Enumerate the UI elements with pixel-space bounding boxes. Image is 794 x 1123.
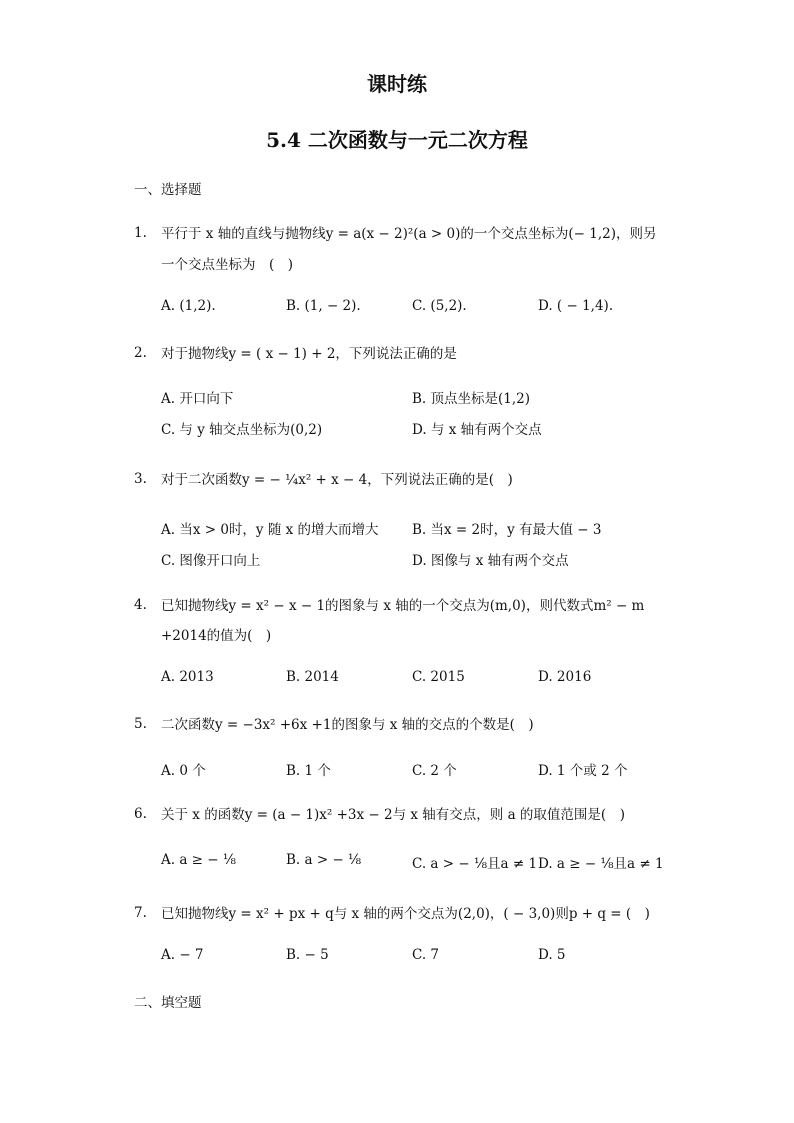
option-b: B. 顶点坐标是(1,2) bbox=[412, 391, 531, 407]
question-number: 6. bbox=[134, 806, 147, 822]
question-text: 对于抛物线y = ( x − 1) + 2，下列说法正确的是 bbox=[161, 346, 457, 362]
question-text: 关于 x 的函数y = (a − 1)x² +3x − 2与 x 轴有交点，则 a 的取值范围是( ) bbox=[161, 807, 625, 823]
question-text: 对于二次函数y = − ¼x² + x − 4，下列说法正确的是( ) bbox=[161, 472, 513, 488]
option-a: A. 0 个 bbox=[161, 763, 206, 779]
lesson-title: 5.4 二次函数与一元二次方程 bbox=[266, 128, 528, 152]
option-d: D. 图像与 x 轴有两个交点 bbox=[412, 553, 569, 569]
option-d: D. 1 个或 2 个 bbox=[538, 763, 628, 779]
option-b: B. (1, − 2). bbox=[286, 298, 361, 314]
option-d: D. 与 x 轴有两个交点 bbox=[412, 422, 542, 438]
option-a: A. a ≥ − ⅛ bbox=[161, 852, 236, 868]
option-a: A. 2013 bbox=[161, 669, 214, 685]
question-number: 5. bbox=[134, 716, 147, 732]
option-b: B. a > − ⅛ bbox=[286, 852, 362, 868]
option-a: A. (1,2). bbox=[161, 298, 216, 314]
option-a: A. 当x > 0时，y 随 x 的增大而增大 bbox=[161, 522, 379, 538]
question-number: 4. bbox=[134, 597, 147, 613]
section-heading-fill: 二、填空题 bbox=[134, 995, 202, 1011]
option-d: D. ( − 1,4). bbox=[538, 298, 614, 314]
question-number: 2. bbox=[134, 345, 147, 361]
option-b: B. 当x = 2时，y 有最大值 − 3 bbox=[412, 522, 602, 538]
question-number: 1. bbox=[134, 225, 147, 241]
question-text: 平行于 x 轴的直线与抛物线y = a(x − 2)²(a > 0)的一个交点坐标为(− 1,2)，则另 bbox=[161, 226, 657, 242]
option-c: C. 2 个 bbox=[412, 763, 457, 779]
question-text: +2014的值为( ) bbox=[161, 628, 272, 644]
question-text: 已知抛物线y = x² + px + q与 x 轴的两个交点为(2,0)，( − 3,0)则p + q = ( ) bbox=[161, 906, 650, 922]
option-a: A. 开口向下 bbox=[161, 391, 234, 407]
option-c: C. 7 bbox=[412, 947, 440, 963]
question-text: 已知抛物线y = x² − x − 1的图象与 x 轴的一个交点为(m,0)，则代数式m² − m bbox=[161, 598, 645, 614]
option-c: C. 与 y 轴交点坐标为(0,2) bbox=[161, 422, 323, 438]
option-c: C. a > − ⅛且a ≠ 1 bbox=[412, 856, 538, 872]
option-c: C. (5,2). bbox=[412, 298, 467, 314]
option-b: B. 1 个 bbox=[286, 763, 331, 779]
worksheet-title: 课时练 bbox=[367, 72, 427, 96]
option-b: B. − 5 bbox=[286, 947, 329, 963]
option-d: D. a ≥ − ⅛且a ≠ 1 bbox=[538, 856, 664, 872]
question-number: 3. bbox=[134, 471, 147, 487]
option-d: D. 2016 bbox=[538, 669, 592, 685]
option-a: A. − 7 bbox=[161, 947, 204, 963]
option-c: C. 2015 bbox=[412, 669, 465, 685]
question-number: 7. bbox=[134, 905, 147, 921]
option-b: B. 2014 bbox=[286, 669, 339, 685]
section-heading-choice: 一、选择题 bbox=[134, 182, 202, 198]
question-text: 二次函数y = −3x² +6x +1的图象与 x 轴的交点的个数是( ) bbox=[161, 717, 534, 733]
option-d: D. 5 bbox=[538, 947, 566, 963]
question-text: 一个交点坐标为 ( ) bbox=[161, 257, 294, 273]
option-c: C. 图像开口向上 bbox=[161, 553, 261, 569]
